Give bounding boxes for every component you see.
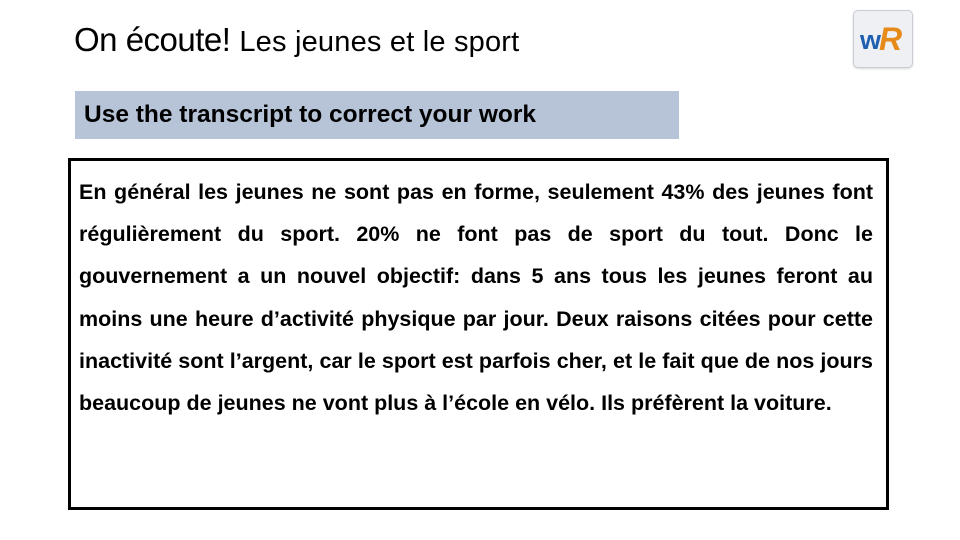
transcript-text: En général les jeunes ne sont pas en forme, seulement 43% des jeunes font régulièrement du sport. 20% ne font pas de sport du tout. Donc le gouvernement a un nouvel objectif: dans 5 ans tous les jeunes feront au moins une heure d’activité physique par jour. Deux raisons citées pour cette inactivité sont l’argent, car le sport est parfois cher, et le fait que de nos jours beaucoup de jeunes ne vont plus à l’école en vélo. Ils préfèrent la voiture. (79, 180, 873, 416)
instruction-banner (75, 91, 679, 139)
title-main: On écoute! (74, 21, 231, 58)
instruction-text: Use the transcript to correct your work (84, 101, 537, 128)
logo-graphic (854, 11, 912, 67)
logo-letter-r: R (879, 21, 903, 57)
wordreference-logo-icon[interactable] (853, 10, 913, 68)
page-title (74, 20, 519, 60)
title-subtitle: Les jeunes et le sport (239, 26, 520, 58)
logo-letter-w: w (860, 25, 882, 55)
transcript-box (68, 158, 889, 510)
